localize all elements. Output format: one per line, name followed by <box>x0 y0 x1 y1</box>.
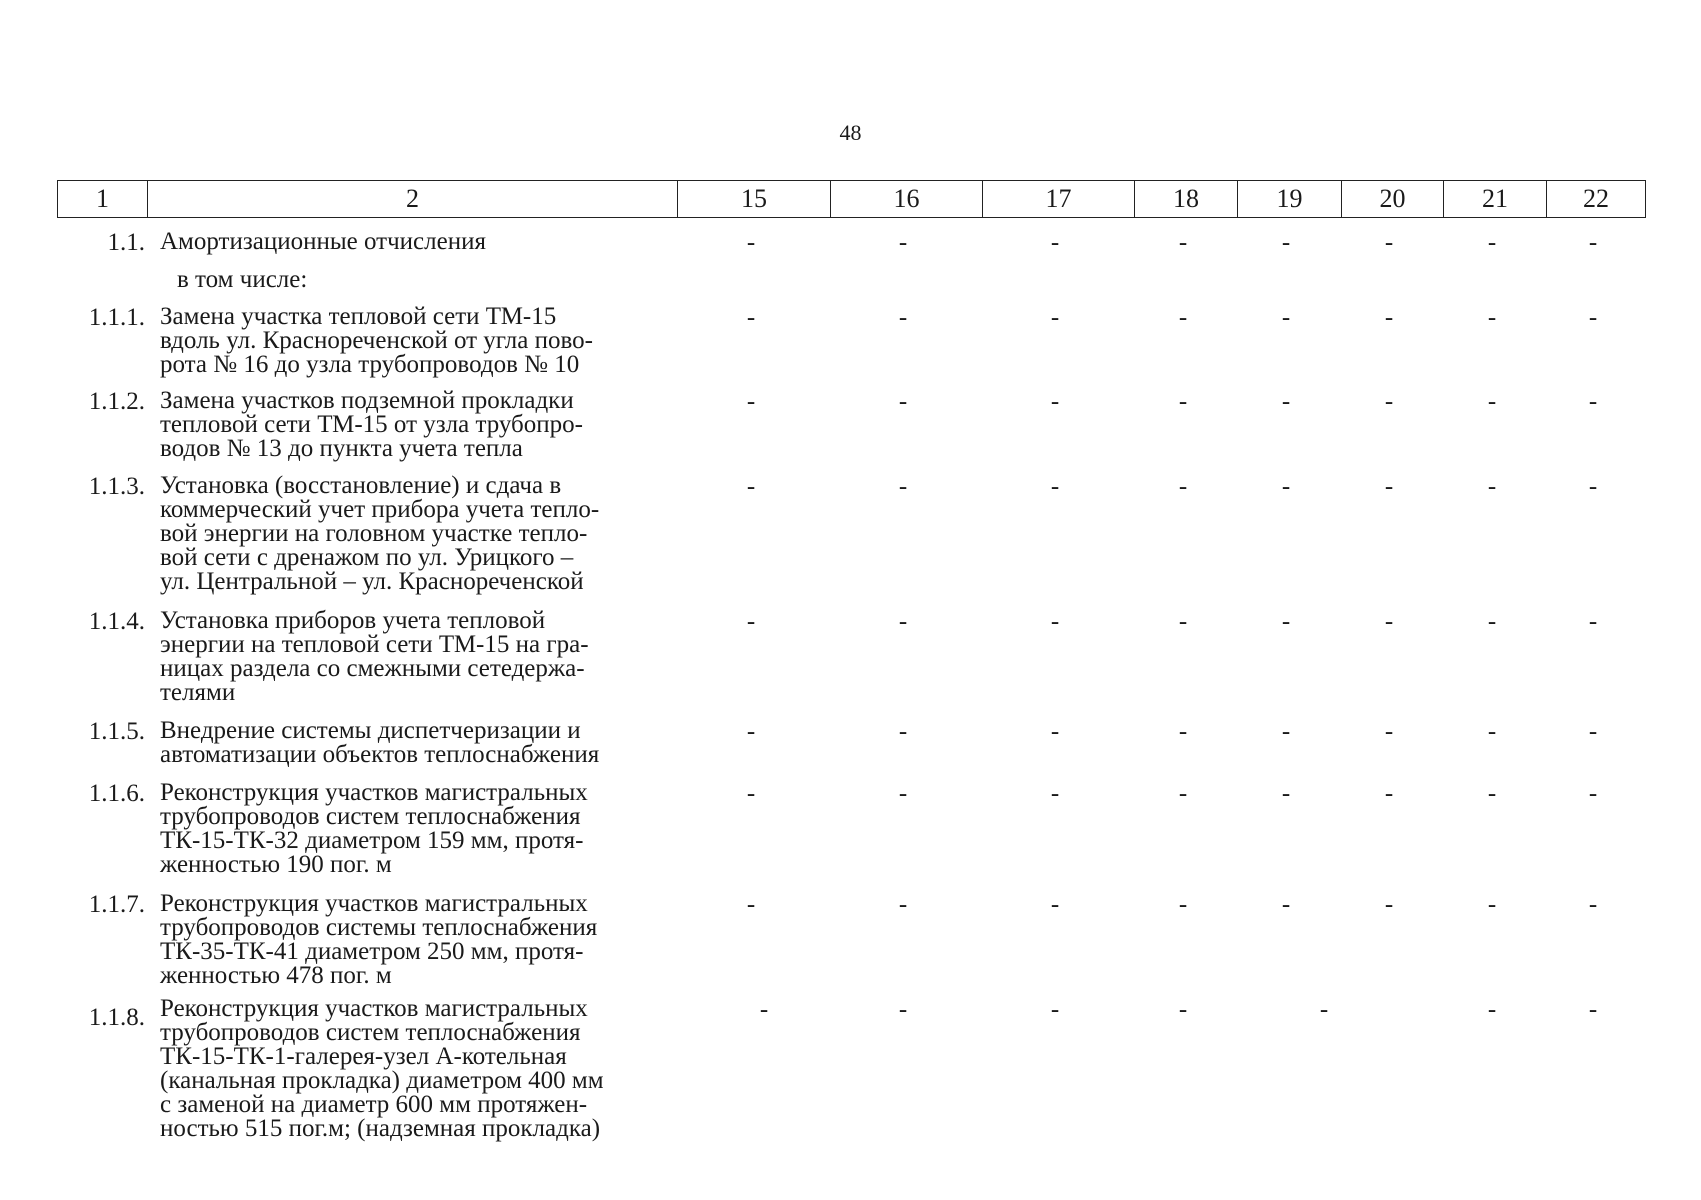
cell-col-17: - <box>1050 718 1060 745</box>
row-description: Внедрение системы диспетчеризации и автоматизации объектов теплоснабжения <box>160 717 600 768</box>
row-number: 1.1.7. <box>88 891 145 918</box>
header-col-21: 21 <box>1444 181 1547 218</box>
cell-col-17: - <box>1050 473 1060 500</box>
cell-col-20: - <box>1384 304 1394 331</box>
cell-col-18: - <box>1178 473 1188 500</box>
cell-col-19-20: - <box>1319 996 1329 1023</box>
cell-col-21: - <box>1487 996 1497 1023</box>
row-description: Замена участка тепловой сети ТМ-15 вдоль ул. Красноречeнской от угла пово- рота № 16 до узла трубопроводов № 10 <box>160 303 593 378</box>
cell-col-18: - <box>1178 388 1188 415</box>
cell-col-16: - <box>898 388 908 415</box>
cell-col-18: - <box>1178 996 1188 1023</box>
cell-col-21: - <box>1487 388 1497 415</box>
cell-col-16: - <box>898 891 908 918</box>
cell-col-15: - <box>746 229 756 256</box>
cell-col-16: - <box>898 608 908 635</box>
cell-col-21: - <box>1487 780 1497 807</box>
cell-col-21: - <box>1487 608 1497 635</box>
cell-col-16: - <box>898 304 908 331</box>
cell-col-16: - <box>898 996 908 1023</box>
header-col-18: 18 <box>1135 181 1238 218</box>
header-col-16: 16 <box>831 181 983 218</box>
cell-col-18: - <box>1178 229 1188 256</box>
cell-col-22: - <box>1588 473 1598 500</box>
cell-col-22: - <box>1588 891 1598 918</box>
row-number: 1.1.4. <box>88 608 145 635</box>
cell-col-19: - <box>1281 891 1291 918</box>
cell-col-22: - <box>1588 718 1598 745</box>
cell-col-21: - <box>1487 473 1497 500</box>
cell-col-19: - <box>1281 229 1291 256</box>
row-number: 1.1.6. <box>88 780 145 807</box>
row-description: Реконструкция участков магистральных трубопроводов систем теплоснабжения ТК-15-ТК-1-галерея-узел А-котельная (канальная прокладка) диаметром 400 мм с заменой на диаметр 600 мм протяжен- ностью 515 пог.м; (надземная прокладка) <box>160 995 604 1142</box>
cell-col-15: - <box>746 780 756 807</box>
header-col-15: 15 <box>678 181 831 218</box>
cell-col-15: - <box>746 891 756 918</box>
header-col-1: 1 <box>58 181 148 218</box>
cell-col-16: - <box>898 718 908 745</box>
header-col-20: 20 <box>1342 181 1444 218</box>
row-number: 1.1.1. <box>88 304 145 331</box>
cell-col-20: - <box>1384 229 1394 256</box>
cell-col-21: - <box>1487 229 1497 256</box>
row-number: 1.1.3. <box>88 473 145 500</box>
cell-col-16: - <box>898 229 908 256</box>
cell-col-19: - <box>1281 780 1291 807</box>
header-col-22: 22 <box>1547 181 1646 218</box>
cell-col-21: - <box>1487 304 1497 331</box>
cell-col-15: - <box>746 304 756 331</box>
row-description: в том числе: <box>177 266 308 293</box>
cell-col-19: - <box>1281 608 1291 635</box>
cell-col-17: - <box>1050 229 1060 256</box>
cell-col-21: - <box>1487 891 1497 918</box>
row-description: Амортизационные отчисления <box>160 228 486 255</box>
cell-col-19: - <box>1281 388 1291 415</box>
row-description: Реконструкция участков магистральных трубопроводов систем теплоснабжения ТК-15-ТК-32 диаметром 159 мм, протя- женностью 190 пог. м <box>160 779 588 878</box>
cell-col-17: - <box>1050 304 1060 331</box>
cell-col-15: - <box>759 996 769 1023</box>
cell-col-19: - <box>1281 473 1291 500</box>
row-description: Установка (восстановление) и сдача в коммерческий учет прибора учета тепло- вой энергии на головном участке тепло- вой сети с дренажом по ул. Урицкого – ул. Центральной – ул. Краснореченской <box>160 472 600 595</box>
cell-col-19: - <box>1281 304 1291 331</box>
cell-col-17: - <box>1050 780 1060 807</box>
header-col-2: 2 <box>148 181 678 218</box>
row-description: Реконструкция участков магистральных трубопроводов системы теплоснабжения ТК-35-ТК-41 диаметром 250 мм, протя- женностью 478 пог. м <box>160 890 598 989</box>
cell-col-16: - <box>898 473 908 500</box>
row-description: Замена участков подземной прокладки тепловой сети ТМ-15 от узла трубопро- водов № 13 до пункта учета тепла <box>160 387 583 462</box>
row-number: 1.1.2. <box>88 388 145 415</box>
cell-col-15: - <box>746 608 756 635</box>
row-number: 1.1.8. <box>88 1004 145 1031</box>
cell-col-17: - <box>1050 608 1060 635</box>
cell-col-20: - <box>1384 388 1394 415</box>
cell-col-20: - <box>1384 473 1394 500</box>
cell-col-20: - <box>1384 780 1394 807</box>
cell-col-15: - <box>746 473 756 500</box>
cell-col-22: - <box>1588 388 1598 415</box>
cell-col-17: - <box>1050 388 1060 415</box>
cell-col-22: - <box>1588 608 1598 635</box>
row-number: 1.1.5. <box>88 718 145 745</box>
cell-col-22: - <box>1588 996 1598 1023</box>
cell-col-21: - <box>1487 718 1497 745</box>
row-number: 1.1. <box>107 229 145 256</box>
cell-col-22: - <box>1588 780 1598 807</box>
cell-col-19: - <box>1281 718 1291 745</box>
cell-col-22: - <box>1588 304 1598 331</box>
header-col-17: 17 <box>983 181 1135 218</box>
cell-col-15: - <box>746 388 756 415</box>
cell-col-16: - <box>898 780 908 807</box>
cell-col-20: - <box>1384 608 1394 635</box>
cell-col-20: - <box>1384 718 1394 745</box>
cell-col-18: - <box>1178 780 1188 807</box>
cell-col-18: - <box>1178 718 1188 745</box>
cell-col-17: - <box>1050 996 1060 1023</box>
cell-col-18: - <box>1178 608 1188 635</box>
cell-col-18: - <box>1178 304 1188 331</box>
cell-col-15: - <box>746 718 756 745</box>
page-number: 48 <box>839 120 862 145</box>
cell-col-22: - <box>1588 229 1598 256</box>
header-col-19: 19 <box>1238 181 1342 218</box>
cell-col-18: - <box>1178 891 1188 918</box>
row-description: Установка приборов учета тепловой энергии на тепловой сети ТМ-15 на гра- ницах раздела со смежными сетедержа- телями <box>160 607 589 706</box>
cell-col-20: - <box>1384 891 1394 918</box>
cell-col-17: - <box>1050 891 1060 918</box>
